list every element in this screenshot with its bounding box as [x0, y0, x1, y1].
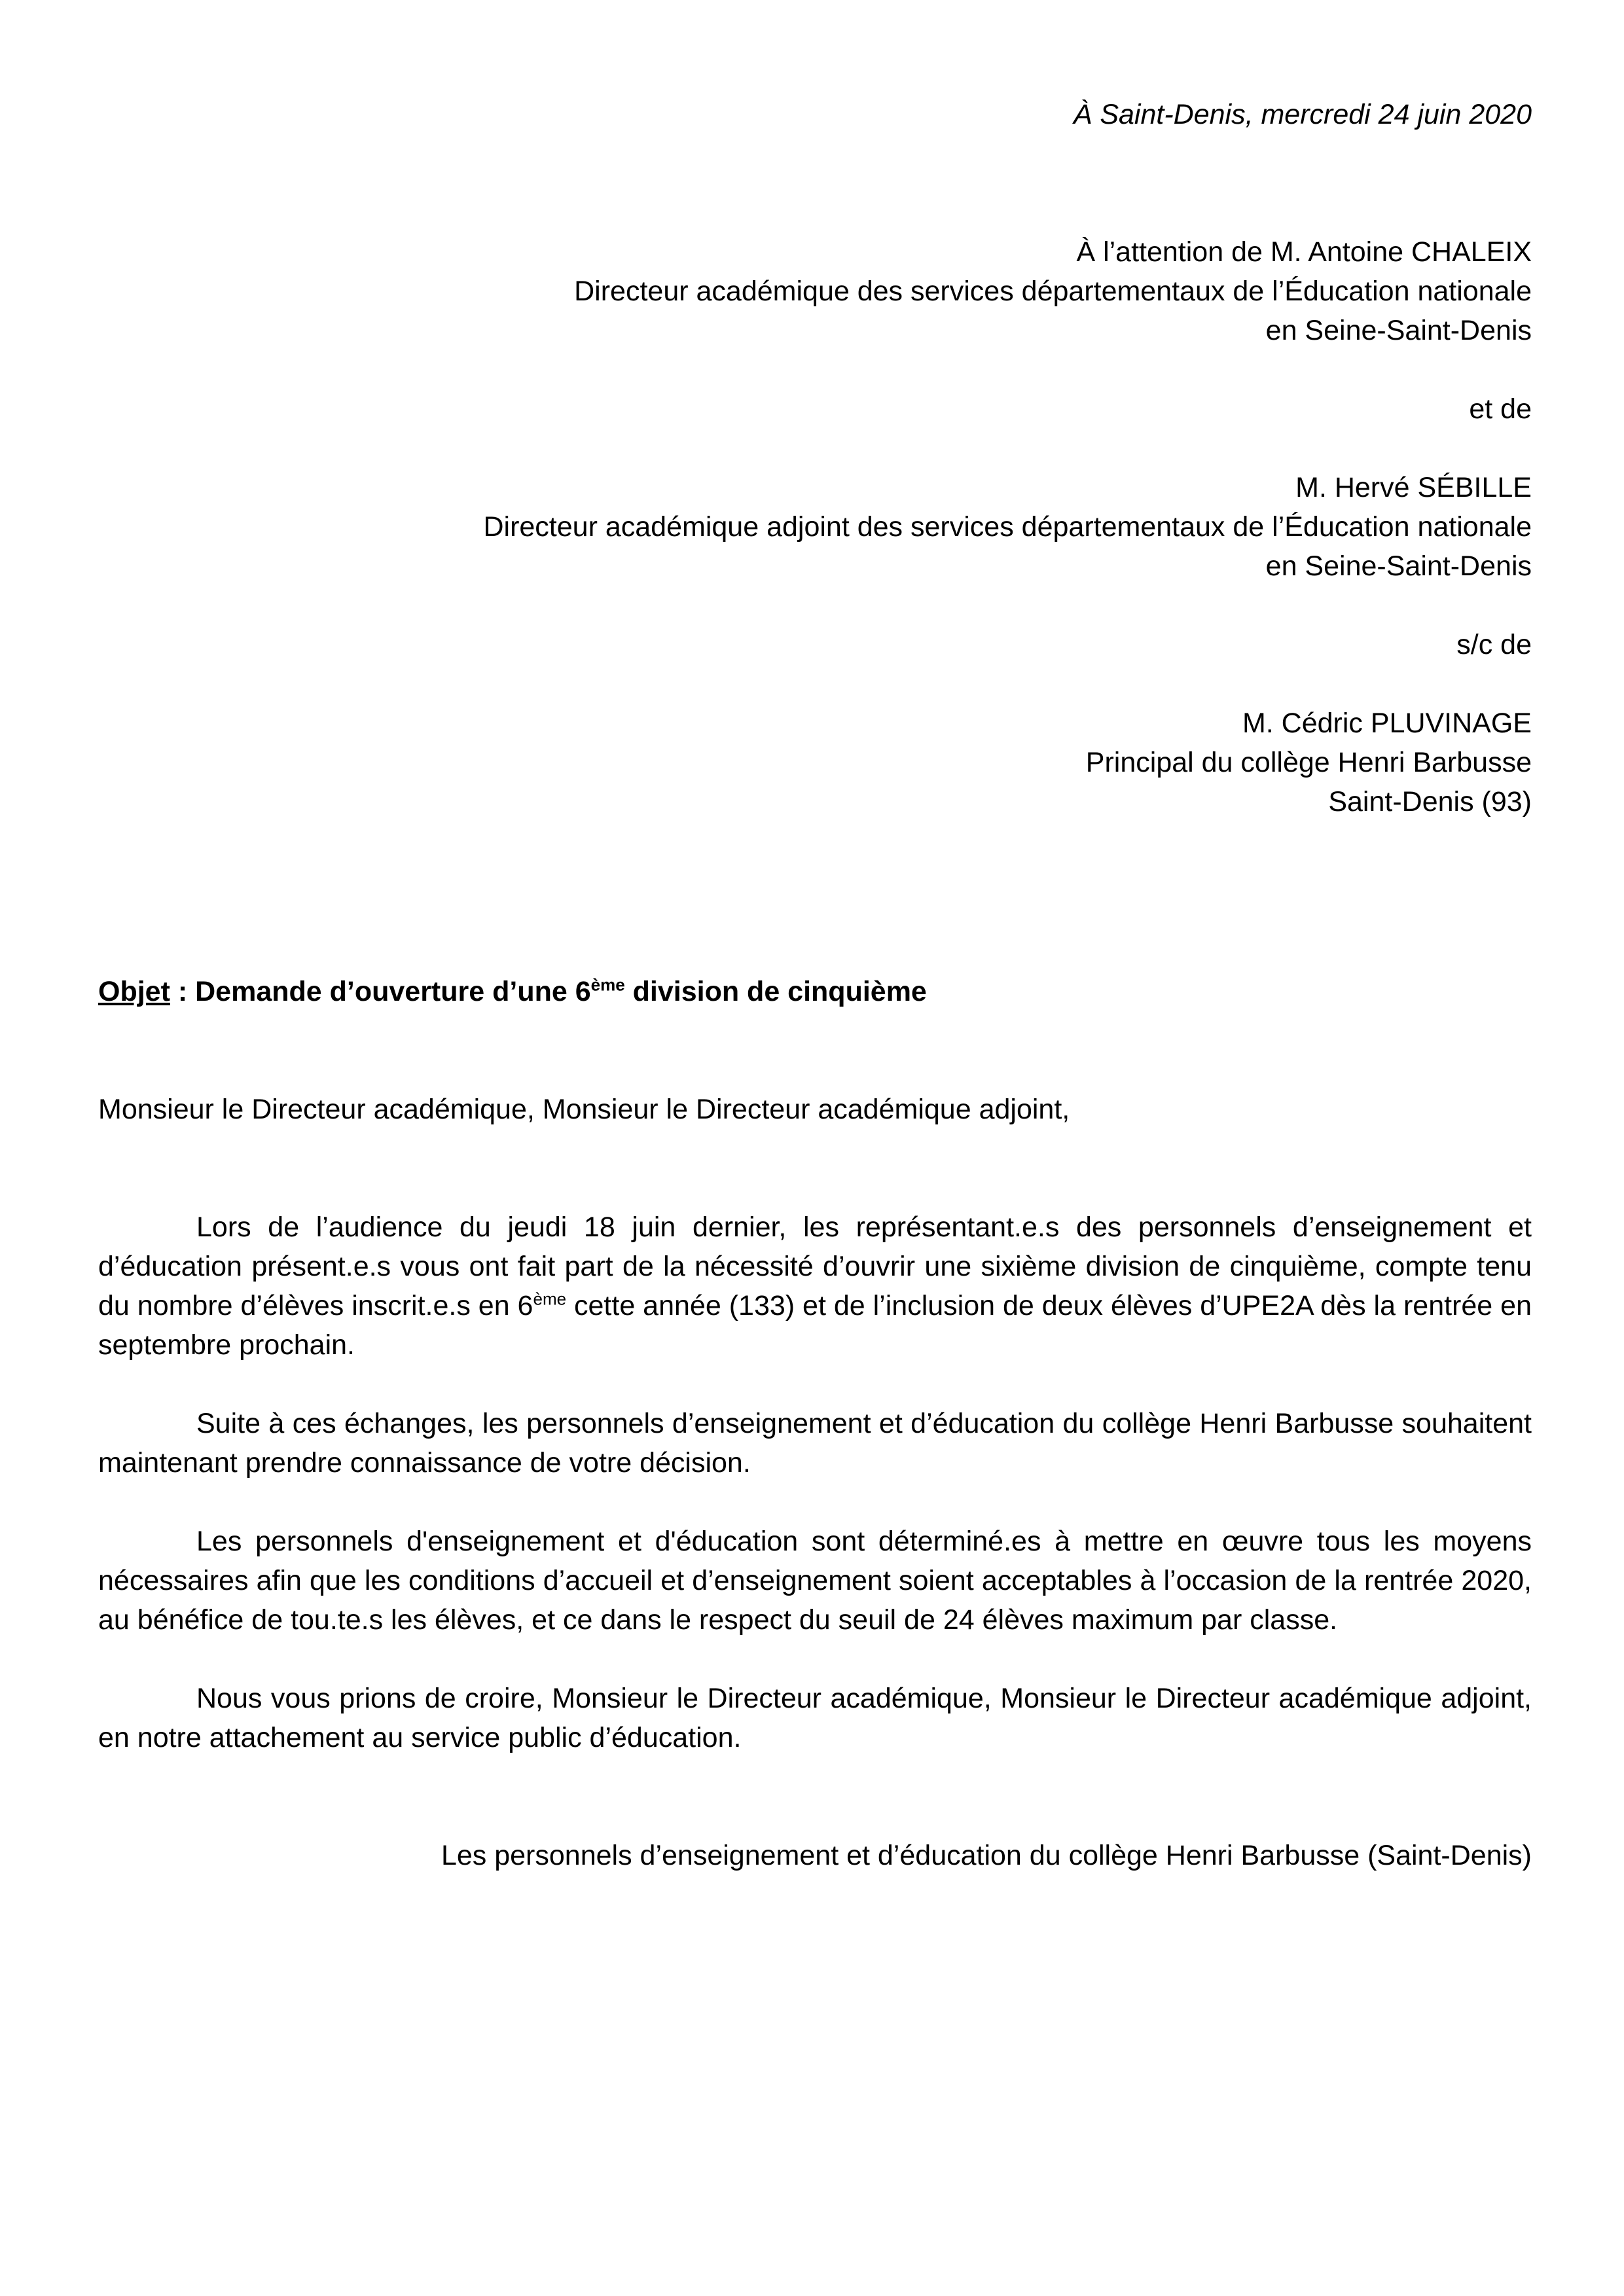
recipient3-location: Saint-Denis (93): [1328, 786, 1532, 817]
recipient2-location: en Seine-Saint-Denis: [1265, 550, 1532, 582]
recipient-title: Directeur académique des services départementaux de l’Éducation nationale: [574, 276, 1532, 307]
paragraph-2: Suite à ces échanges, les personnels d’enseignement et d’éducation du collège Henri Barbusse souhaitent maintenant prendre connaissance de votre décision.: [98, 1408, 1532, 1479]
subject-line: [98, 972, 1532, 1011]
paragraph-1-superscript: ème: [533, 1289, 567, 1309]
and-of-line: et de: [1469, 393, 1532, 425]
recipient2-name: M. Hervé SÉBILLE: [1295, 472, 1532, 503]
paragraph-4: Nous vous prions de croire, Monsieur le Directeur académique, Monsieur le Directeur académique adjoint, en notre attachement au service public d’éducation.: [98, 1683, 1532, 1753]
date-line: À Saint-Denis, mercredi 24 juin 2020: [1073, 99, 1532, 130]
subject-label: Objet: [98, 976, 170, 1007]
subject-text-after: division de cinquième: [624, 976, 927, 1007]
paragraph-1-after: cette année (133) et de l’inclusion de deux élèves d’UPE2A dès la rentrée en septembre prochain.: [98, 1290, 1532, 1361]
paragraph-1: [98, 1208, 1532, 1365]
recipient-block: [98, 232, 1532, 821]
letter-body: [98, 95, 1532, 1903]
subject-text-before: : Demande d’ouverture d’une 6: [170, 976, 591, 1007]
paragraph-3: Les personnels d'enseignement et d'éducation sont déterminé.es à mettre en œuvre tous les moyens nécessaires afin que les conditions d’accueil et d’enseignement soient acceptables à l’occasion de la rentrée 2020, au bénéfice de tou.te.s les élèves, et ce dans le respect du seuil de 24 élèves maximum par classe.: [98, 1526, 1532, 1636]
subject-superscript: ème: [590, 975, 625, 995]
paragraph-1-before: Lors de l’audience du jeudi 18 juin dernier, les représentant.e.s des personnels d’enseignement et d’éducation présent.e.s vous ont fait part de la nécessité d’ouvrir une sixième division de cinquième, compte tenu du nombre d’élèves inscrit.e.s en 6: [98, 1211, 1532, 1321]
signature: Les personnels d’enseignement et d’éducation du collège Henri Barbusse (Saint-Denis): [441, 1840, 1532, 1871]
recipient-line-1: À l’attention de M. Antoine CHALEIX: [1076, 236, 1532, 268]
recipient3-title: Principal du collège Henri Barbusse: [1085, 747, 1532, 778]
recipient-location: en Seine-Saint-Denis: [1265, 315, 1532, 346]
sc-de-line: s/c de: [1456, 629, 1532, 660]
greeting: Monsieur le Directeur académique, Monsieur le Directeur académique adjoint,: [98, 1094, 1070, 1125]
recipient3-name: M. Cédric PLUVINAGE: [1242, 708, 1532, 739]
recipient2-title: Directeur académique adjoint des services départementaux de l’Éducation nationale: [483, 511, 1532, 543]
